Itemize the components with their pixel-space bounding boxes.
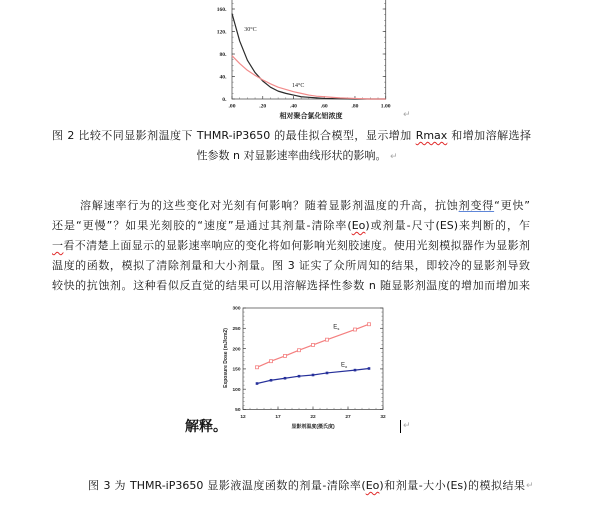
- caption-text: 和增加溶解选择: [447, 129, 532, 142]
- figure-3-caption: [88, 479, 525, 493]
- chart-x-axis-title: 相对聚合氯化铝浓度: [279, 112, 343, 120]
- caption-text: 图 2 比较不同显影剂温度下 THMR-iP3650 的最佳拟合模型，显示增加: [52, 129, 416, 142]
- data-point-marker: [270, 379, 273, 382]
- spelling-flag-eo[interactable]: Eo: [365, 479, 380, 492]
- data-point-marker: [354, 328, 357, 331]
- figure-2-caption-line-2: [52, 149, 542, 163]
- paragraph-mark-icon: ↵: [389, 152, 398, 162]
- paragraph-line-3: [52, 239, 530, 253]
- data-point-marker: [354, 369, 357, 372]
- data-point-marker: [256, 366, 259, 369]
- series-label: 30°C: [244, 26, 257, 33]
- chart-y-axis-title: Exposure Dose (mJ/cm2): [223, 328, 229, 388]
- x-tick-label: 17: [275, 415, 281, 420]
- caption-text: 性参数 n 对显影速率曲线形状的影响。: [196, 149, 387, 162]
- data-point-marker: [284, 354, 287, 357]
- data-point-marker: [368, 323, 371, 326]
- x-tick-label: .40: [289, 103, 297, 110]
- paragraph-text: “更快”: [494, 199, 531, 212]
- plot-frame: [232, 0, 386, 99]
- y-tick-label: 0.: [222, 96, 227, 103]
- caption-text: 图 3 为 THMR-iP3650 显影液温度函数的剂量-清除率(: [88, 479, 366, 492]
- caption-text: )和剂量-大小(Es)的模拟结果: [379, 479, 525, 492]
- data-point-marker: [368, 367, 371, 370]
- paragraph-line-4: 温度的函数，模拟了清除剂量和大小剂量。图 3 证实了众所周知的结果，即较冷的显影剂导致: [52, 259, 530, 272]
- y-tick-label: 150: [232, 367, 241, 373]
- series-label: $E_o$: [341, 362, 348, 369]
- figure-2-caption-line-1: [52, 129, 531, 143]
- paragraph-mark-icon: ↵: [526, 481, 534, 491]
- x-tick-label: 12: [240, 415, 246, 420]
- paragraph-text: 还是“更慢”？如果光刻胶的“速度”是通过其剂量-清除率(: [52, 219, 352, 232]
- figure-2-chart[interactable]: [200, 0, 420, 125]
- grammar-flag[interactable]: 剂变得: [458, 199, 495, 212]
- y-tick-label: 250: [232, 326, 241, 332]
- x-tick-label: 1.00: [380, 103, 391, 110]
- paragraph-mark-icon: ↵: [403, 110, 411, 120]
- plot-axes: [217, 0, 391, 110]
- paragraph-text: )或剂量-尺寸(ES)来判断的，乍: [365, 219, 530, 232]
- spelling-flag-eo[interactable]: Eo: [351, 219, 366, 232]
- paragraph-text: 溶解速率行为的这些变化对光刻有何影响？随着显影剂温度的升高，抗蚀: [80, 199, 459, 212]
- x-tick-label: .00: [228, 103, 236, 110]
- series-Es-line: [256, 323, 371, 369]
- y-tick-label: 80.: [219, 51, 227, 58]
- y-tick-label: 160.: [216, 6, 227, 13]
- paragraph-line-1: [80, 199, 530, 213]
- spelling-flag-rmax[interactable]: Rmax: [415, 129, 448, 142]
- paragraph-line-2: [52, 219, 530, 233]
- x-tick-label: .80: [351, 103, 359, 110]
- paragraph-text: 看不清楚上面显示的显影速率响应的变化将如何影响光刻胶速度。使用光刻模拟器作为显影剂: [63, 239, 530, 252]
- data-point-marker: [312, 374, 315, 377]
- y-tick-label: 100: [232, 387, 241, 393]
- series-label: $E_s$: [333, 324, 340, 331]
- series-14C-line: [232, 56, 386, 99]
- text-cursor: [400, 420, 401, 433]
- data-point-marker: [298, 349, 301, 352]
- plot-axes: [232, 306, 386, 420]
- x-tick-label: 32: [380, 415, 386, 420]
- paragraph-mark-icon: ↵: [403, 421, 411, 431]
- y-tick-label: 40.: [219, 74, 227, 81]
- data-point-marker: [284, 377, 287, 380]
- y-tick-label: 300: [232, 306, 241, 312]
- y-tick-label: 120.: [216, 29, 227, 36]
- data-point-marker: [256, 382, 259, 385]
- paragraph-line-5: 较快的抗蚀剂。这种看似反直觉的结果可以用溶解选择性参数 n 随显影剂温度的增加而增加来: [52, 279, 530, 292]
- plot-frame: [243, 308, 383, 410]
- x-tick-label: 22: [310, 415, 316, 420]
- chart-x-axis-title: 显影剂温度(摄氏度): [291, 424, 335, 430]
- spelling-flag[interactable]: 一: [52, 239, 64, 252]
- series-Eo-line: [256, 367, 371, 385]
- x-tick-label: 27: [345, 415, 351, 420]
- figure-3-chart[interactable]: [200, 295, 400, 435]
- paragraph-line-6: 解释。: [185, 419, 227, 435]
- data-point-marker: [298, 375, 301, 378]
- x-tick-label: .60: [320, 103, 328, 110]
- data-point-marker: [326, 338, 329, 341]
- data-point-marker: [326, 372, 329, 375]
- y-tick-label: 200: [232, 347, 241, 353]
- y-tick-label: 50: [235, 408, 241, 414]
- series-label: 14°C: [291, 83, 305, 90]
- data-point-marker: [270, 360, 273, 363]
- data-point-marker: [312, 343, 315, 346]
- x-tick-label: .20: [259, 103, 267, 110]
